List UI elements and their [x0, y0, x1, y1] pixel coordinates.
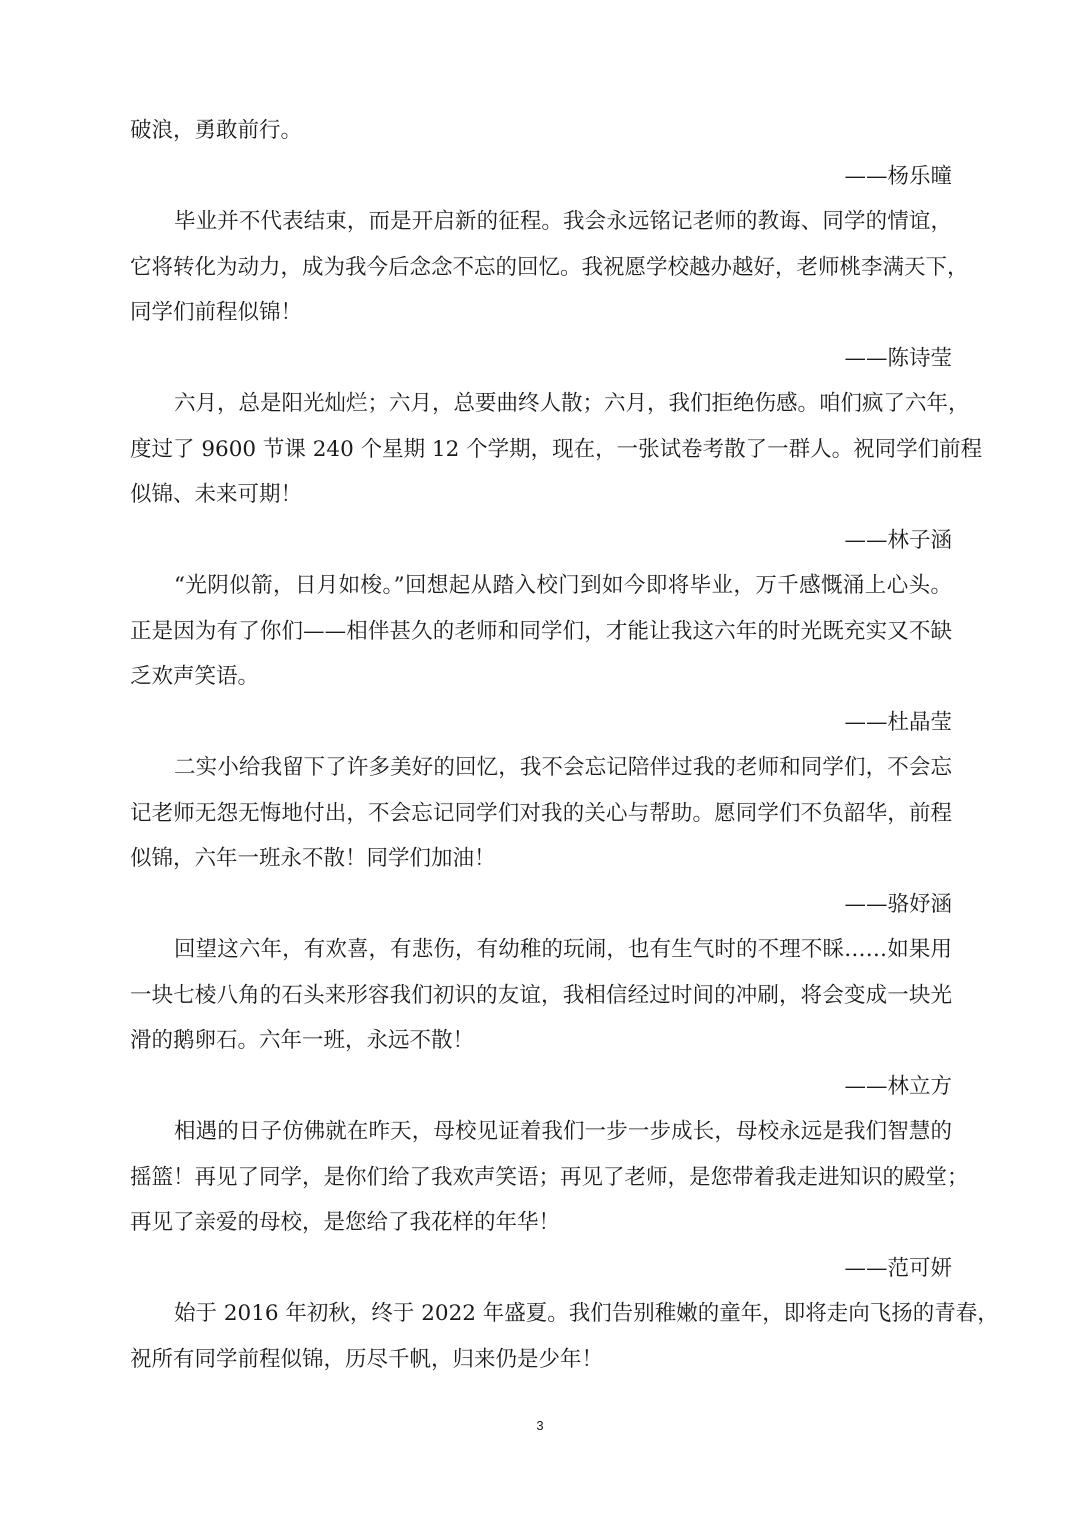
signature: ——陈诗莹 — [844, 345, 952, 371]
text-line: 度过了 9600 节课 240 个星期 12 个学期，现在，一张试卷考散了一群人。祝同学们前程 — [130, 436, 983, 462]
text-line: 摇篮！再见了同学，是你们给了我欢声笑语；再见了老师，是您带着我走进知识的殿堂； — [130, 1164, 969, 1190]
signature: ——林子涵 — [844, 527, 952, 553]
text-line: “光阴似箭，日月如梭。”回想起从踏入校门到如今即将毕业，万千感慨涌上心头。 — [174, 573, 952, 598]
text-line: 二实小给我留下了许多美好的回忆，我不会忘记陪伴过我的老师和同学们，不会忘 — [174, 755, 952, 780]
text-line: 六月，总是阳光灿烂；六月，总要曲终人散；六月，我们拒绝伤感。咱们疯了六年， — [174, 391, 970, 416]
signature: ——林立方 — [844, 1073, 952, 1099]
text-line: 回望这六年，有欢喜，有悲伤，有幼稚的玩闹，也有生气时的不理不睬……如果用 — [174, 937, 952, 962]
text-line: 它将转化为动力，成为我今后念念不忘的回忆。我祝愿学校越办越好，老师桃李满天下， — [130, 254, 969, 280]
text-line: 一块七棱八角的石头来形容我们初识的友谊，我相信经过时间的冲刷，将会变成一块光 — [130, 982, 952, 1008]
text-line: 祝所有同学前程似锦，历尽千帆，归来仍是少年！ — [130, 1346, 604, 1372]
text-line: 毕业并不代表结束，而是开启新的征程。我会永远铭记老师的教诲、同学的情谊， — [174, 209, 952, 234]
text-line: 乏欢声笑语。 — [130, 664, 260, 689]
text-line: 似锦，六年一班永不散！同学们加油！ — [130, 846, 496, 871]
text-line: 似锦、未来可期！ — [130, 482, 303, 507]
text-line: 正是因为有了你们——相伴甚久的老师和同学们，才能让我这六年的时光既充实又不缺 — [130, 618, 952, 644]
signature: ——范可妍 — [844, 1255, 952, 1281]
text-line: 始于 2016 年初秋，终于 2022 年盛夏。我们告别稚嫩的童年，即将走向飞扬的青春， — [174, 1301, 999, 1326]
text-line: 滑的鹅卵石。六年一班，永远不散！ — [130, 1028, 475, 1053]
signature: ——杨乐曈 — [844, 163, 952, 189]
text-line: 破浪，勇敢前行。 — [130, 118, 303, 143]
signature: ——骆妤涵 — [844, 891, 952, 917]
text-line: 再见了亲爱的母校，是您给了我花样的年华！ — [130, 1210, 561, 1235]
signature: ——杜晶莹 — [844, 709, 952, 735]
document-body — [130, 108, 999, 1382]
text-line: 记老师无怨无悔地付出，不会忘记同学们对我的关心与帮助。愿同学们不负韶华，前程 — [130, 800, 952, 826]
page-number: 3 — [536, 1418, 544, 1433]
text-line: 相遇的日子仿佛就在昨天，母校见证着我们一步一步成长，母校永远是我们智慧的 — [174, 1119, 952, 1144]
text-line: 同学们前程似锦！ — [130, 300, 303, 325]
